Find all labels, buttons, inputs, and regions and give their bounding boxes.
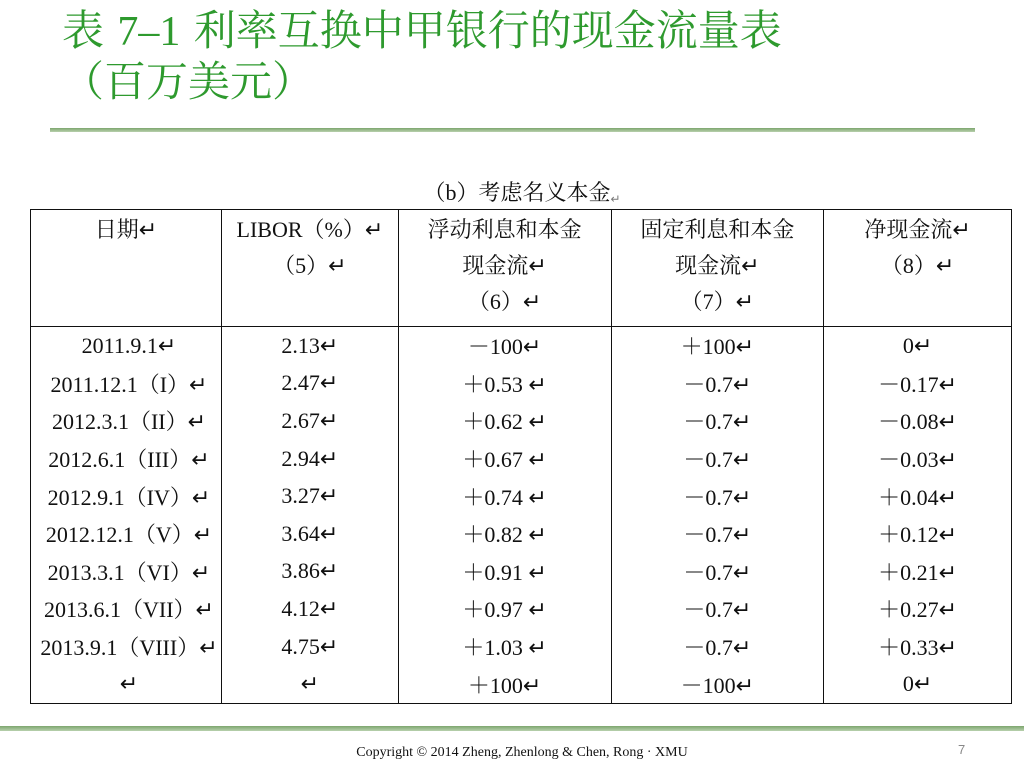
table-row	[31, 590, 1012, 628]
fixed-cash-flow-cell: －0.7↵	[611, 590, 824, 628]
fixed-cash-flow-cell: －0.7↵	[611, 628, 824, 666]
net-cash-flow-cell: －0.08↵	[824, 402, 1012, 440]
net-cash-flow-cell: 0↵	[824, 665, 1012, 703]
table-row	[31, 515, 1012, 553]
table-row	[31, 628, 1012, 666]
column-header-line: 日期↵	[94, 217, 158, 242]
column-header	[824, 210, 1012, 327]
fixed-cash-flow-cell: －0.7↵	[611, 515, 824, 553]
floating-cash-flow-cell: ＋0.97 ↵	[398, 590, 611, 628]
libor-cell: 2.13↵	[221, 327, 398, 365]
table-header-row	[31, 210, 1012, 327]
footer-divider	[0, 726, 1024, 731]
date-cell: 2013.3.1（VI）↵	[31, 553, 222, 591]
fixed-cash-flow-cell: －0.7↵	[611, 365, 824, 403]
page-number: 7	[958, 742, 966, 757]
net-cash-flow-cell: －0.03↵	[824, 440, 1012, 478]
libor-cell: 2.94↵	[221, 440, 398, 478]
column-header-line: （5）↵	[273, 253, 347, 278]
net-cash-flow-cell: 0↵	[824, 327, 1012, 365]
net-cash-flow-cell: ＋0.21↵	[824, 553, 1012, 591]
libor-cell: 4.12↵	[221, 590, 398, 628]
date-cell: 2012.3.1（II）↵	[31, 402, 222, 440]
date-cell: 2011.12.1（I）↵	[31, 365, 222, 403]
fixed-cash-flow-cell: －0.7↵	[611, 440, 824, 478]
net-cash-flow-cell: ＋0.04↵	[824, 477, 1012, 515]
fixed-cash-flow-cell: －0.7↵	[611, 553, 824, 591]
title-divider	[50, 128, 975, 132]
table-row	[31, 477, 1012, 515]
column-header	[31, 210, 222, 327]
column-header-line: （6）↵	[467, 289, 542, 314]
table-row	[31, 553, 1012, 591]
floating-cash-flow-cell: ＋100↵	[398, 665, 611, 703]
net-cash-flow-cell: ＋0.27↵	[824, 590, 1012, 628]
date-cell: 2013.9.1（VIII）↵	[31, 628, 222, 666]
cash-flow-table	[30, 209, 1012, 704]
floating-cash-flow-cell: ＋1.03 ↵	[398, 628, 611, 666]
column-header	[398, 210, 611, 327]
table-caption: （b）考虑名义本金↵	[423, 180, 621, 206]
fixed-cash-flow-cell: －0.7↵	[611, 402, 824, 440]
floating-cash-flow-cell: ＋0.62 ↵	[398, 402, 611, 440]
title-line-2: （百万美元）	[62, 57, 315, 106]
net-cash-flow-cell: ＋0.12↵	[824, 515, 1012, 553]
date-cell: 2012.9.1（IV）↵	[31, 477, 222, 515]
table-row	[31, 365, 1012, 403]
libor-cell: ↵	[221, 665, 398, 703]
floating-cash-flow-cell: ＋0.74 ↵	[398, 477, 611, 515]
floating-cash-flow-cell: ＋0.53 ↵	[398, 365, 611, 403]
column-header-line: 现金流↵	[675, 253, 760, 278]
date-cell: 2012.6.1（III）↵	[31, 440, 222, 478]
libor-cell: 3.27↵	[221, 477, 398, 515]
fixed-cash-flow-cell: ＋100↵	[611, 327, 824, 365]
column-header	[611, 210, 824, 327]
date-cell: 2011.9.1↵	[31, 327, 222, 365]
table-row	[31, 327, 1012, 365]
date-cell: 2013.6.1（VII）↵	[31, 590, 222, 628]
title-line-1: 表 7–1 利率互换中甲银行的现金流量表	[62, 6, 782, 55]
fixed-cash-flow-cell: －0.7↵	[611, 477, 824, 515]
net-cash-flow-cell: －0.17↵	[824, 365, 1012, 403]
date-cell: 2012.12.1（V）↵	[31, 515, 222, 553]
table-row	[31, 402, 1012, 440]
table-row	[31, 665, 1012, 703]
column-header-line: （7）↵	[680, 289, 755, 314]
column-header-line: （8）↵	[880, 253, 955, 278]
floating-cash-flow-cell: ＋0.82 ↵	[398, 515, 611, 553]
libor-cell: 2.47↵	[221, 365, 398, 403]
column-header-line: 固定利息和本金	[640, 217, 795, 242]
column-header-line: 净现金流↵	[864, 217, 971, 242]
fixed-cash-flow-cell: －100↵	[611, 665, 824, 703]
table-row	[31, 440, 1012, 478]
column-header-line: 浮动利息和本金	[427, 217, 582, 242]
libor-cell: 2.67↵	[221, 402, 398, 440]
floating-cash-flow-cell: ＋0.91 ↵	[398, 553, 611, 591]
column-header-line: 现金流↵	[462, 253, 547, 278]
column-header-line: LIBOR（%）↵	[236, 217, 384, 242]
table-body	[31, 327, 1012, 704]
column-header	[221, 210, 398, 327]
slide-title	[62, 6, 1002, 107]
libor-cell: 3.86↵	[221, 553, 398, 591]
copyright-notice: Copyright © 2014 Zheng, Zhenlong & Chen, Rong · XMU	[356, 745, 688, 760]
net-cash-flow-cell: ＋0.33↵	[824, 628, 1012, 666]
floating-cash-flow-cell: －100↵	[398, 327, 611, 365]
date-cell: ↵	[31, 665, 222, 703]
libor-cell: 3.64↵	[221, 515, 398, 553]
floating-cash-flow-cell: ＋0.67 ↵	[398, 440, 611, 478]
libor-cell: 4.75↵	[221, 628, 398, 666]
